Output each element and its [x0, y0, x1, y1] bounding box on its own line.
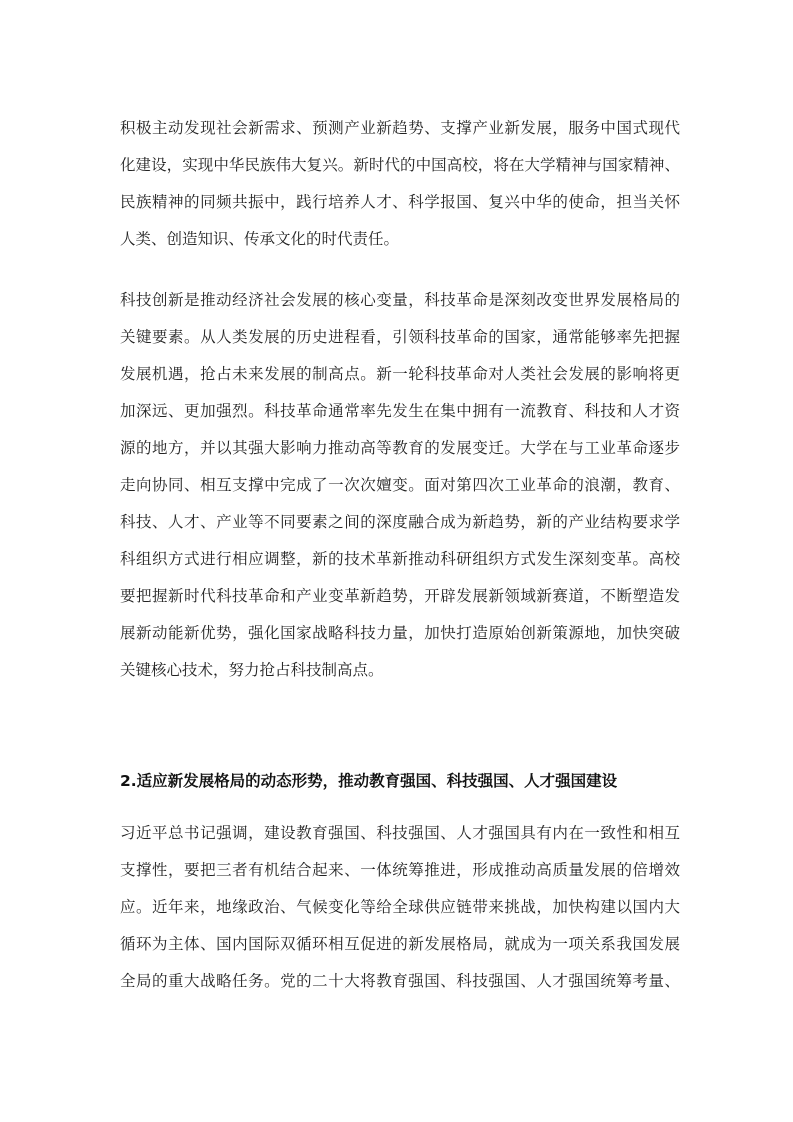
- text-line: 应。近年来，地缘政治、气候变化等给全球供应链带来挑战，加快构建以国内大: [120, 898, 680, 916]
- paragraph-three-strong-nations: [120, 815, 680, 1000]
- paragraph-tech-innovation: [120, 282, 680, 689]
- text-line: 全局的重大战略任务。党的二十大将教育强国、科技强国、人才强国统筹考量、: [120, 972, 680, 990]
- section-heading: 2.适应新发展格局的动态形势，推动教育强国、科技强国、人才强国建设: [120, 772, 618, 790]
- text-line: 人类、创造知识、传承文化的时代责任。: [120, 230, 400, 248]
- text-line: 民族精神的同频共振中，践行培养人才、科学报国、复兴中华的使命，担当关怀: [120, 193, 680, 211]
- text-line: 关键要素。从人类发展的历史进程看，引领科技革命的国家，通常能够率先把握: [120, 328, 680, 346]
- paragraph-university-mission: [120, 110, 680, 258]
- text-line: 要把握新时代科技革命和产业变革新趋势，开辟发展新领域新赛道，不断塑造发: [120, 587, 680, 605]
- text-line: 科组织方式进行相应调整，新的技术革新推动科研组织方式发生深刻变革。高校: [120, 550, 680, 568]
- text-line: 习近平总书记强调，建设教育强国、科技强国、人才强国具有内在一致性和相互: [120, 824, 680, 842]
- text-line: 源的地方，并以其强大影响力推动高等教育的发展变迁。大学在与工业革命逐步: [120, 439, 680, 457]
- text-line: 积极主动发现社会新需求、预测产业新趋势、支撑产业新发展，服务中国式现代: [120, 119, 680, 137]
- text-line: 循环为主体、国内国际双循环相互促进的新发展格局，就成为一项关系我国发展: [120, 935, 680, 953]
- text-line: 发展机遇，抢占未来发展的制高点。新一轮科技革命对人类社会发展的影响将更: [120, 365, 680, 383]
- text-line: 展新动能新优势，强化国家战略科技力量，加快打造原始创新策源地，加快突破: [120, 624, 680, 642]
- text-line: 关键核心技术，努力抢占科技制高点。: [120, 661, 384, 679]
- text-line: 加深远、更加强烈。科技革命通常率先发生在集中拥有一流教育、科技和人才资: [120, 402, 680, 420]
- text-line: 科技创新是推动经济社会发展的核心变量，科技革命是深刻改变世界发展格局的: [120, 291, 680, 309]
- text-line: 化建设，实现中华民族伟大复兴。新时代的中国高校，将在大学精神与国家精神、: [120, 156, 680, 174]
- text-line: 支撑性，要把三者有机结合起来、一体统筹推进，形成推动高质量发展的倍增效: [120, 861, 680, 879]
- text-line: 走向协同、相互支撑中完成了一次次嬗变。面对第四次工业革命的浪潮，教育、: [120, 476, 680, 494]
- text-line: 科技、人才、产业等不同要素之间的深度融合成为新趋势，新的产业结构要求学: [120, 513, 680, 531]
